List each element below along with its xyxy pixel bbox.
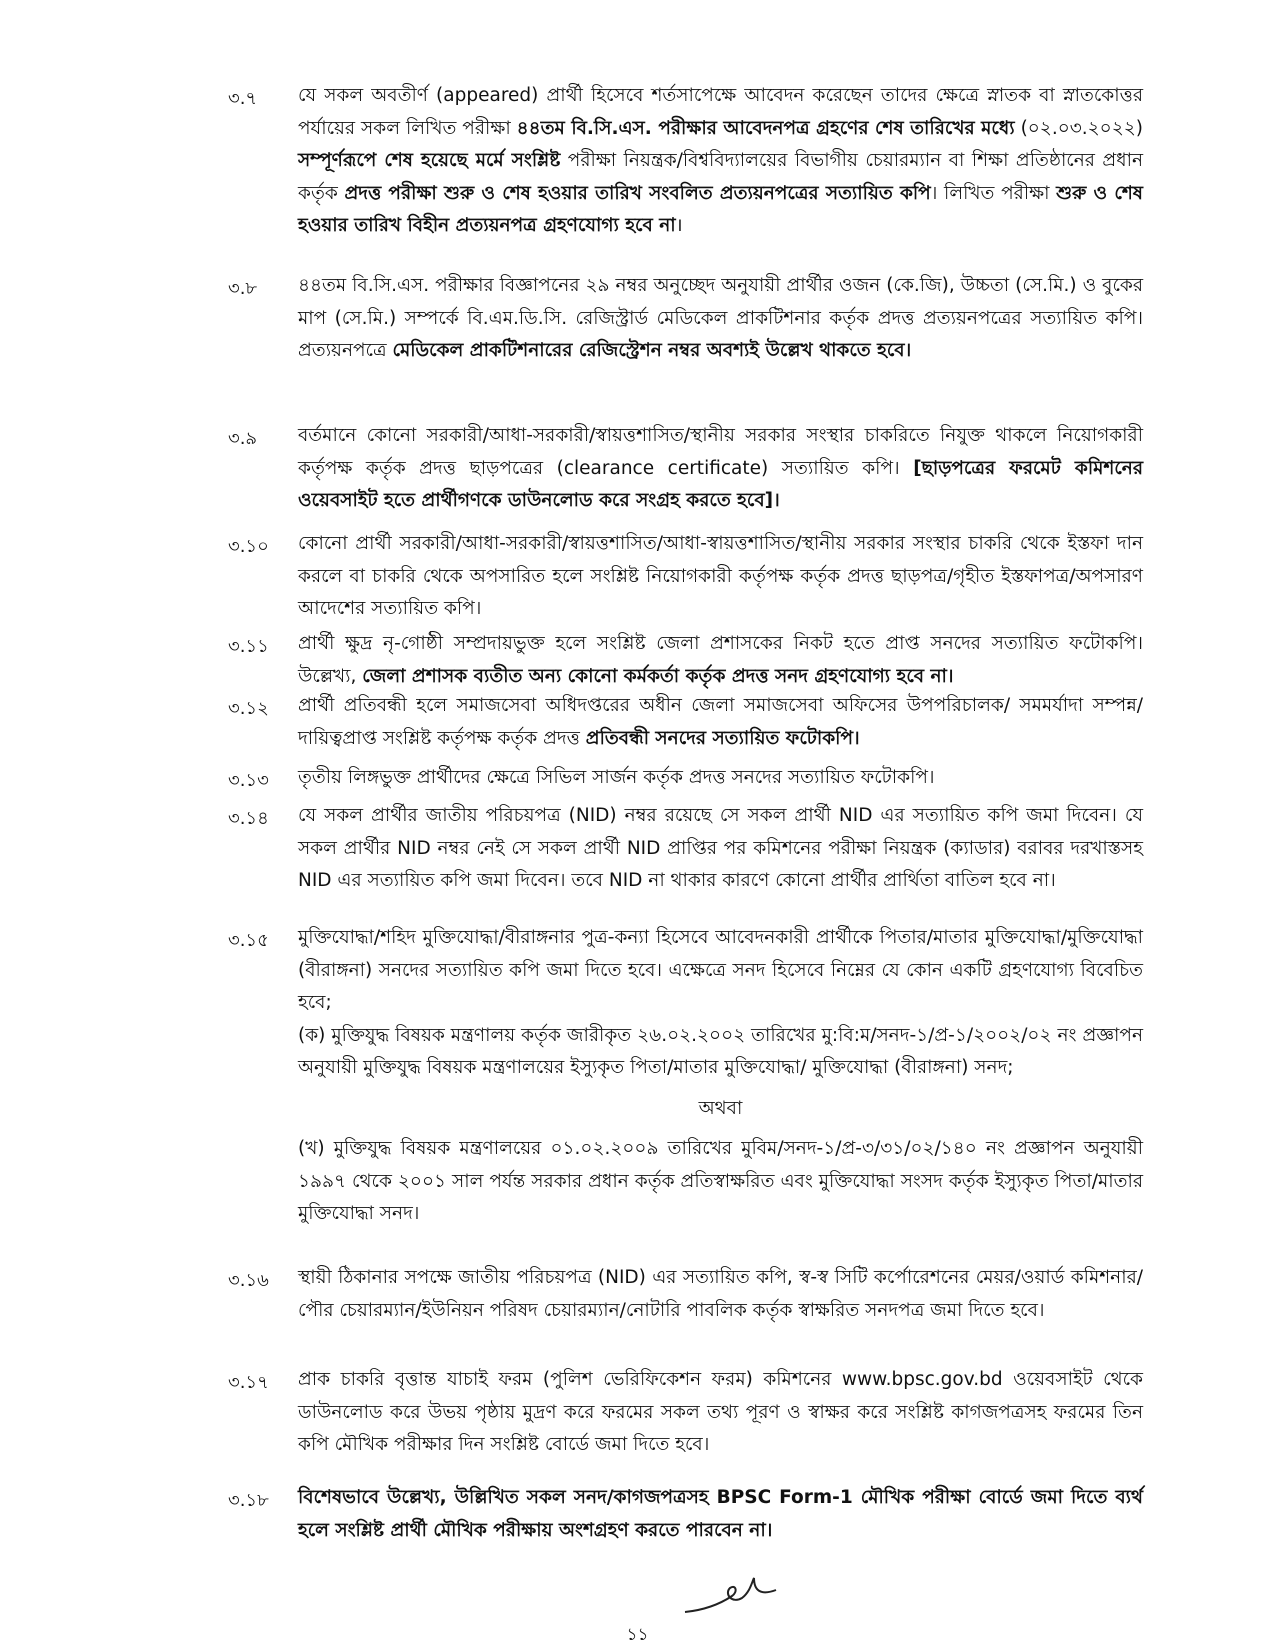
- text-segment: যে সকল প্রার্থীর জাতীয় পরিচয়পত্র (NID) নম্বর রয়েছে সে সকল প্রার্থী NID এর সত্যায়িত কপি জমা দিবেন। যে সকল প্রার্থীর NID নম্বর নেই সে সকল প্রার্থী NID প্রাপ্তির পর কমিশনের পরীক্ষা নিয়ন্ত্রক (ক্যাডার) বরাবর দরখাস্তসহ NID এর সত্যায়িত কপি জমা দিবেন। তবে NID না থাকার কারণে কোনো প্রার্থীর প্রার্থিতা বাতিল হবে না।: [298, 805, 1143, 891]
- clause-paragraph: [298, 762, 1143, 795]
- clause-paragraph: [298, 1262, 1143, 1327]
- clause-number: ৩.১৫: [228, 930, 269, 951]
- text-segment: অথবা: [698, 1097, 743, 1119]
- clause-number: ৩.৭: [228, 88, 258, 109]
- text-segment: (০২.০৩.২০২২): [1014, 117, 1143, 139]
- clause-body: [298, 1364, 1143, 1462]
- text-segment: প্রার্থী ক্ষুদ্র নৃ-গোষ্ঠী সম্প্রদায়ভুক্ত হলে সংশ্লিষ্ট জেলা প্রশাসকের নিকট হতে প্রাপ্ত সনদের সত্যায়িত ফটোকপি। উল্লেখ্য,: [298, 633, 1143, 687]
- bold-text: [ছাড়পত্রের ফরমেট কমিশনের ওয়েবসাইট হতে প্রার্থীগণকে ডাউনলোড করে সংগ্রহ করতে হবে]।: [298, 457, 1143, 511]
- clause-paragraph: [298, 1364, 1143, 1462]
- clause-paragraph: [298, 1093, 1143, 1126]
- text-segment: যে সকল অবতীর্ণ (appeared) প্রার্থী হিসেবে শর্তসাপেক্ষে আবেদন করেছেন তাদের ক্ষেত্রে স্নাতক বা স্নাতকোত্তর পর্যায়ের সকল লিখিত পরীক্ষা: [298, 85, 1143, 139]
- clause-body: [298, 420, 1143, 518]
- clause-number: ৩.৯: [228, 428, 258, 449]
- clause-number: ৩.১৭: [228, 1372, 269, 1393]
- clause-paragraph: [298, 80, 1143, 243]
- text-segment: তৃতীয় লিঙ্গভুক্ত প্রার্থীদের ক্ষেত্রে সিভিল সার্জন কর্তৃক প্রদত্ত সনদের সত্যায়িত ফটোকপি।: [298, 767, 935, 788]
- bold-text: মেডিকেল প্রাকটিশনারের রেজিস্ট্রেশন নম্বর অবশ্যই উল্লেখ থাকতে হবে।: [392, 340, 912, 361]
- bold-text: শুরু ও শেষ হওয়ার তারিখ বিহীন প্রত্যয়নপত্র গ্রহণযোগ্য হবে না: [298, 182, 1143, 236]
- clause-paragraph: [298, 922, 1143, 1020]
- page-number: ১১: [626, 1625, 649, 1645]
- clause-number: ৩.১৮: [228, 1490, 269, 1511]
- text-segment: কোনো প্রার্থী সরকারী/আধা-সরকারী/স্বায়ত্তশাসিত/আধা-স্বায়ত্তশাসিত/স্থানীয় সরকার সংস্থার চাকরি থেকে ইস্তফা দান করলে বা চাকরি থেকে অপসারিত হলে সংশ্লিষ্ট নিয়োগকারী কর্তৃপক্ষ কর্তৃক প্রদত্ত ছাড়পত্র/গৃহীত ইস্তফাপত্র/অপসারণ আদেশের সত্যায়িত কপি।: [298, 533, 1143, 619]
- text-segment: । লিখিত পরীক্ষা: [930, 182, 1057, 204]
- text-segment: ৪৪তম বি.সি.এস. পরীক্ষার বিজ্ঞাপনের ২৯ নম্বর অনুচ্ছেদ অনুযায়ী প্রার্থীর ওজন (কে.জি), উচ্চতা (সে.মি.) ও বুকের মাপ (সে.মি.) সম্পর্কে বি.এম.ডি.সি. রেজিস্ট্রার্ড মেডিকেল প্রাকটিশনার কর্তৃক প্রদত্ত প্রত্যয়নপত্রের সত্যায়িত কপি। প্রত্যয়নপত্রে: [298, 275, 1143, 361]
- clause-item: [228, 420, 1148, 518]
- clause-paragraph: [298, 800, 1143, 898]
- text-segment: প্রার্থী প্রতিবন্ধী হলে সমাজসেবা অধিদপ্তরের অধীন জেলা সমাজসেবা অফিসের উপপরিচালক/ সমমর্যাদা সম্পন্ন/দায়িত্বপ্রাপ্ত সংশ্লিষ্ট কর্তৃপক্ষ কর্তৃক প্রদত্ত: [298, 695, 1143, 749]
- clause-item: [228, 762, 1148, 795]
- clause-item: [228, 1262, 1148, 1327]
- clause-paragraph: [298, 420, 1143, 518]
- text-segment: মুক্তিযোদ্ধা/শহিদ মুক্তিযোদ্ধা/বীরাঙ্গনার পুত্র-কন্যা হিসেবে আবেদনকারী প্রার্থীকে পিতার/মাতার মুক্তিযোদ্ধা/মুক্তিযোদ্ধা (বীরাঙ্গনা) সনদের সত্যায়িত কপি জমা দিতে হবে। এক্ষেত্রে সনদ হিসেবে নিম্নের যে কোন একটি গ্রহণযোগ্য বিবেচিত হবে;: [298, 927, 1143, 1013]
- clause-item: [228, 690, 1148, 755]
- clause-paragraph: [298, 690, 1143, 755]
- clause-item: [228, 628, 1148, 693]
- text-segment: প্রাক চাকরি বৃত্তান্ত যাচাই ফরম (পুলিশ ভেরিফিকেশন ফরম) কমিশনের www.bpsc.gov.bd ওয়েবসাইট থেকে ডাউনলোড করে উভয় পৃষ্ঠায় মুদ্রণ করে ফরমের সকল তথ্য পূরণ ও স্বাক্ষর করে সংশ্লিষ্ট কাগজপত্রসহ ফরমের তিন কপি মৌখিক পরীক্ষার দিন সংশ্লিষ্ট বোর্ডে জমা দিতে হবে।: [298, 1369, 1143, 1455]
- clause-body: [298, 800, 1143, 898]
- clause-item: [228, 922, 1148, 1231]
- bold-text: প্রদত্ত পরীক্ষা শুরু ও শেষ হওয়ার তারিখ সংবলিত প্রত্যয়নপত্রের সত্যায়িত কপি: [344, 182, 931, 204]
- text-segment: ।: [675, 215, 683, 236]
- clause-paragraph: [298, 628, 1143, 693]
- clause-number: ৩.১৬: [228, 1270, 269, 1291]
- bold-text: বিশেষভাবে উল্লেখ্য, উল্লিখিত সকল সনদ/কাগজপত্রসহ BPSC Form-1 মৌখিক পরীক্ষা বোর্ডে জমা দিতে ব্যর্থ হলে সংশ্লিষ্ট প্রার্থী মৌখিক পরীক্ষায় অংশগ্রহণ করতে পারবেন না।: [298, 1487, 1143, 1541]
- clause-item: [228, 80, 1148, 243]
- bold-text: ৪৪তম বি.সি.এস. পরীক্ষার আবেদনপত্র গ্রহণের শেষ তারিখের মধ্যে: [516, 117, 1015, 139]
- clause-body: [298, 922, 1143, 1231]
- clause-number: ৩.১০: [228, 536, 269, 557]
- text-segment: (ক) মুক্তিযুদ্ধ বিষয়ক মন্ত্রণালয় কর্তৃক জারীকৃত ২৬.০২.২০০২ তারিখের মু:বি:ম/সনদ-১/প্র-১/২০০২/০২ নং প্রজ্ঞাপন অনুযায়ী মুক্তিযুদ্ধ বিষয়ক মন্ত্রণালয়ের ইস্যুকৃত পিতা/মাতার মুক্তিযোদ্ধা/ মুক্তিযোদ্ধা (বীরাঙ্গনা) সনদ;: [298, 1024, 1143, 1078]
- clause-item: [228, 1364, 1148, 1462]
- clause-body: [298, 628, 1143, 693]
- clause-body: [298, 270, 1143, 368]
- clause-item: [228, 800, 1148, 898]
- text-segment: স্থায়ী ঠিকানার সপক্ষে জাতীয় পরিচয়পত্র (NID) এর সত্যায়িত কপি, স্ব-স্ব সিটি কর্পোরেশনের মেয়র/ওয়ার্ড কমিশনার/পৌর চেয়ারম্যান/ইউনিয়ন পরিষদ চেয়ারম্যান/নোটারি পাবলিক কর্তৃক স্বাক্ষরিত সনদপত্র জমা দিতে হবে।: [298, 1267, 1143, 1321]
- clause-paragraph: [298, 1133, 1143, 1231]
- clause-item: [228, 270, 1148, 368]
- clause-body: [298, 690, 1143, 755]
- clause-number: ৩.১২: [228, 698, 269, 719]
- clause-body: [298, 80, 1143, 243]
- clause-body: [298, 762, 1143, 795]
- clause-item: [228, 528, 1148, 626]
- text-segment: পরীক্ষা নিয়ন্ত্রক/বিশ্ববিদ্যালয়ের বিভাগীয় চেয়ারম্যান বা শিক্ষা প্রতিষ্ঠানের প্রধান কর্তৃক: [298, 150, 1144, 204]
- clause-paragraph: [298, 1482, 1143, 1547]
- clause-number: ৩.১১: [228, 636, 269, 657]
- text-segment: (খ) মুক্তিযুদ্ধ বিষয়ক মন্ত্রণালয়ের ০১.০২.২০০৯ তারিখের মুবিম/সনদ-১/প্র-৩/৩১/০২/১৪০ নং প্রজ্ঞাপন অনুযায়ী ১৯৯৭ থেকে ২০০১ সাল পর্যন্ত সরকার প্রধান কর্তৃক প্রতিস্বাক্ষরিত এবং মুক্তিযোদ্ধা সংসদ কর্তৃক ইস্যুকৃত পিতা/মাতার মুক্তিযোদ্ধা সনদ।: [298, 1138, 1143, 1224]
- clause-paragraph: [298, 270, 1143, 368]
- bold-text: জেলা প্রশাসক ব্যতীত অন্য কোনো কর্মকর্তা কর্তৃক প্রদত্ত সনদ গ্রহণযোগ্য হবে না।: [362, 665, 954, 687]
- clause-number: ৩.১৪: [228, 808, 269, 829]
- clause-item: [228, 1482, 1148, 1547]
- bold-text: প্রতিবন্ধী সনদের সত্যায়িত ফটোকপি।: [585, 727, 860, 749]
- clause-body: [298, 1482, 1143, 1547]
- clause-body: [298, 1262, 1143, 1327]
- bold-text: সম্পূর্ণরূপে শেষ হয়েছে মর্মে সংশ্লিষ্ট: [298, 150, 561, 171]
- text-segment: বর্তমানে কোনো সরকারী/আধা-সরকারী/স্বায়ত্তশাসিত/স্থানীয় সরকার সংস্থার চাকরিতে নিযুক্ত থাকলে নিয়োগকারী কর্তৃপক্ষ কর্তৃক প্রদত্ত ছাড়পত্রের (clearance certificate) সত্যায়িত কপি।: [298, 425, 1143, 479]
- clause-paragraph: [298, 1020, 1143, 1085]
- signature-mark: [680, 1570, 790, 1620]
- clause-number: ৩.৮: [228, 278, 258, 299]
- clause-number: ৩.১৩: [228, 770, 269, 791]
- clause-paragraph: [298, 528, 1143, 626]
- clause-body: [298, 528, 1143, 626]
